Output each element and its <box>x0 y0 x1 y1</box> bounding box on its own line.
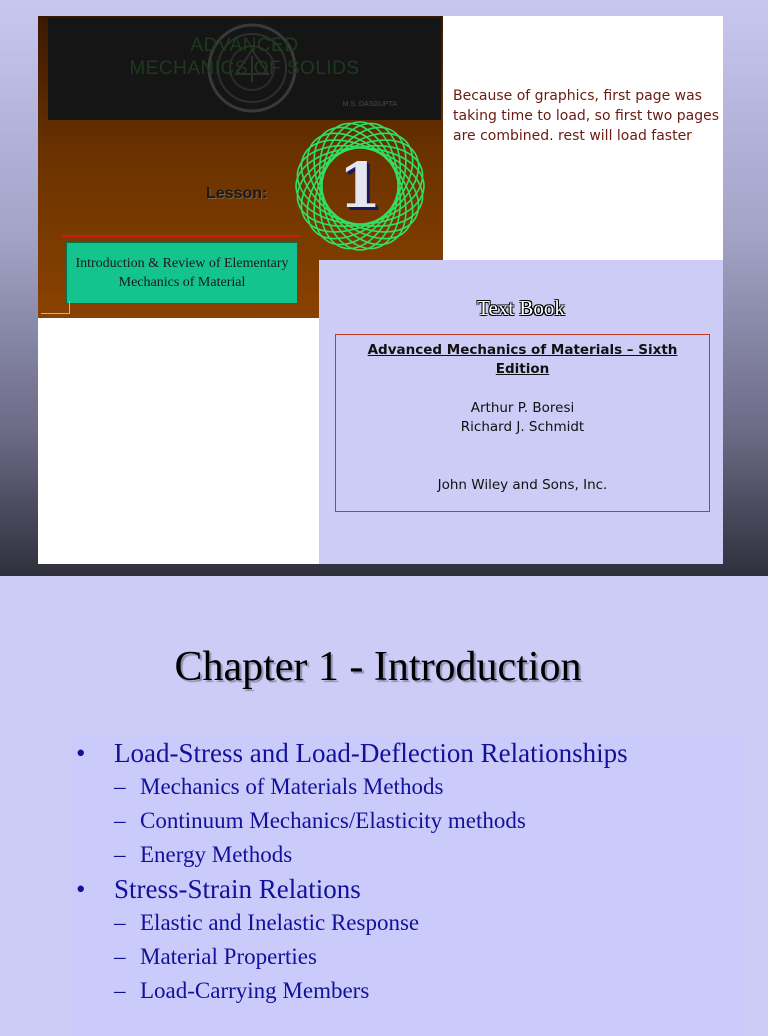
outline-topic <box>70 872 748 1008</box>
dash-icon: – <box>114 842 126 867</box>
book-author: Arthur P. Boresi <box>470 400 575 416</box>
subtopic <box>70 838 748 872</box>
book-publisher: John Wiley and Sons, Inc. <box>437 477 608 493</box>
chapter-title: Chapter 1 - Introduction <box>174 644 582 690</box>
bullet-icon: • <box>76 874 86 904</box>
subtopic-label: Load-Carrying Members <box>140 978 370 1003</box>
book-title: Advanced Mechanics of Materials – Sixth Edition <box>367 342 678 377</box>
topic-row <box>70 736 748 770</box>
outline-topic <box>70 736 748 872</box>
load-note: Because of graphics, first page was taking time to load, so first two pages are combined. rest will load faster <box>453 88 720 144</box>
note-panel <box>443 16 723 260</box>
lesson-subtitle: Introduction & Review of Elementary Mechanics of Material <box>66 242 298 304</box>
textbook-citation <box>335 334 710 512</box>
lesson-number: 1 <box>338 149 382 222</box>
subtopic-label: Elastic and Inelastic Response <box>140 910 420 935</box>
textbook-panel <box>319 260 723 564</box>
subtopic <box>70 770 748 804</box>
subtopic <box>70 804 748 838</box>
outline-list <box>70 736 748 1008</box>
dash-icon: – <box>114 978 126 1003</box>
dash-icon: – <box>114 944 126 969</box>
subtopic-label: Energy Methods <box>140 842 293 867</box>
topic-row <box>70 872 748 906</box>
course-title-line1: ADVANCED <box>190 35 299 56</box>
subtopic <box>70 906 748 940</box>
divider <box>62 235 300 237</box>
subtopic <box>70 974 748 1008</box>
bullet-icon: • <box>76 738 86 768</box>
subtopic-label: Mechanics of Materials Methods <box>140 774 444 799</box>
textbook-heading: Text Book <box>477 296 565 320</box>
subtopic-label: Continuum Mechanics/Elasticity methods <box>140 808 526 833</box>
chapter-outline <box>70 736 748 1036</box>
chapter-slide <box>0 576 768 1024</box>
subtopic-label: Material Properties <box>140 944 317 969</box>
course-title-line2: MECHANICS OF SOLIDS <box>129 58 360 79</box>
lesson-label: Lesson: <box>206 185 268 202</box>
course-title <box>48 34 441 80</box>
course-header <box>48 18 441 120</box>
slide-marker <box>41 301 70 314</box>
blank-panel <box>38 318 319 564</box>
topic-label: Load-Stress and Load-Deflection Relationships <box>114 738 628 768</box>
subtopic <box>70 940 748 974</box>
topic-label: Stress-Strain Relations <box>114 874 361 904</box>
dash-icon: – <box>114 910 126 935</box>
dash-icon: – <box>114 774 126 799</box>
book-author: Richard J. Schmidt <box>460 419 585 435</box>
course-author: M.S. DASGUPTA <box>342 101 397 108</box>
dash-icon: – <box>114 808 126 833</box>
